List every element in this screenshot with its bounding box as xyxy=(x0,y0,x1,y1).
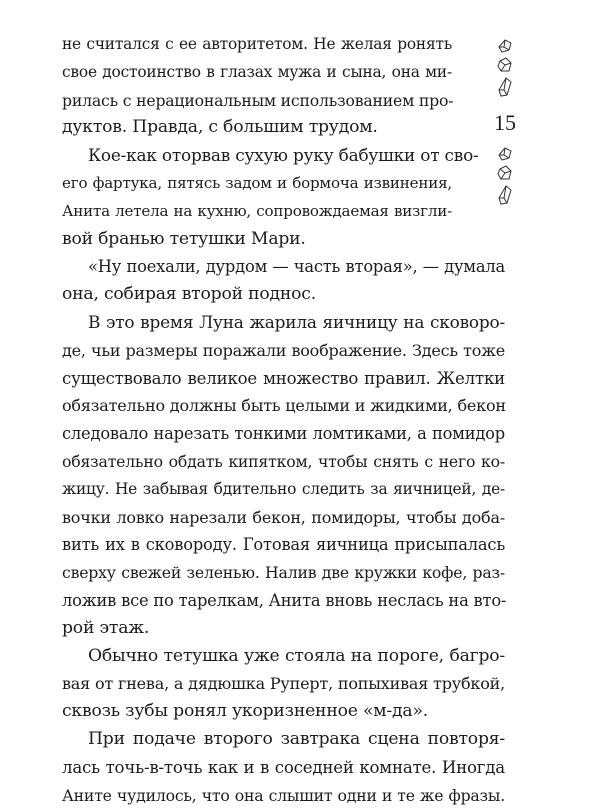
text-line: его фартука, пятясь задом и бормоча извинения, xyxy=(62,173,452,192)
page-number: 15 xyxy=(494,110,516,135)
text-line: вить их в сковороду. Готовая яичница присыпалась xyxy=(62,535,505,555)
text-line: сверху свежей зеленью. Налив две кружки кофе, раз- xyxy=(62,563,505,583)
text-line: Обычно тетушка уже стояла на пороге, багро- xyxy=(88,645,505,666)
text-line: Аните чудилось, что она слышит одни и те же фразы. xyxy=(62,785,505,805)
text-line: существовало великое множество правил. Желтки xyxy=(62,368,505,388)
body-text xyxy=(62,31,505,809)
text-line: обязательно должны быть целыми и жидкими, бекон xyxy=(62,396,506,416)
text-line: она, собирая второй поднос. xyxy=(62,284,316,305)
text-line: лась точь-в-точь как и в соседней комнате. Иногда xyxy=(62,757,505,777)
text-line: вой бранью тетушки Мари. xyxy=(62,228,306,249)
text-line: «Ну поехали, дурдом — часть вторая», — думала xyxy=(88,257,505,277)
text-line: сквозь зубы ронял укоризненное «м-да». xyxy=(62,701,429,722)
text-line: дуктов. Правда, с большим трудом. xyxy=(62,117,378,138)
text-line: ложив все по тарелкам, Анита вновь неслась на вто- xyxy=(62,590,507,610)
text-line: При подаче второго завтрака сцена повторя- xyxy=(88,728,505,749)
text-line: В это время Луна жарила яичницу на сковоро- xyxy=(88,311,505,332)
text-line: рилась с нерациональным использованием про- xyxy=(62,90,454,110)
text-line: вая от гнева, а дядюшка Руперт, попыхивая трубкой, xyxy=(62,674,505,694)
text-line: не считался с ее авторитетом. Не желая ронять xyxy=(62,35,452,53)
text-line: следовало нарезать тонкими ломтиками, а помидор xyxy=(62,424,505,444)
text-line: Анита летела на кухню, сопровождаемая визгли- xyxy=(62,201,452,220)
text-line: Кое-как оторвав сухую руку бабушки от сво- xyxy=(88,145,479,166)
text-line: де, чьи размеры поражали воображение. Здесь тоже xyxy=(62,340,505,360)
text-line: обязательно обдать кипятком, чтобы снять с него ко- xyxy=(62,451,505,471)
text-line: вочки ловко нарезали бекон, помидоры, чтобы доба- xyxy=(62,507,505,527)
text-line: рой этаж. xyxy=(62,617,150,638)
text-line: свое достоинство в глазах мужа и сына, она ми- xyxy=(62,62,452,81)
text-line: жицу. Не забывая бдительно следить за яичницей, де- xyxy=(62,479,505,498)
